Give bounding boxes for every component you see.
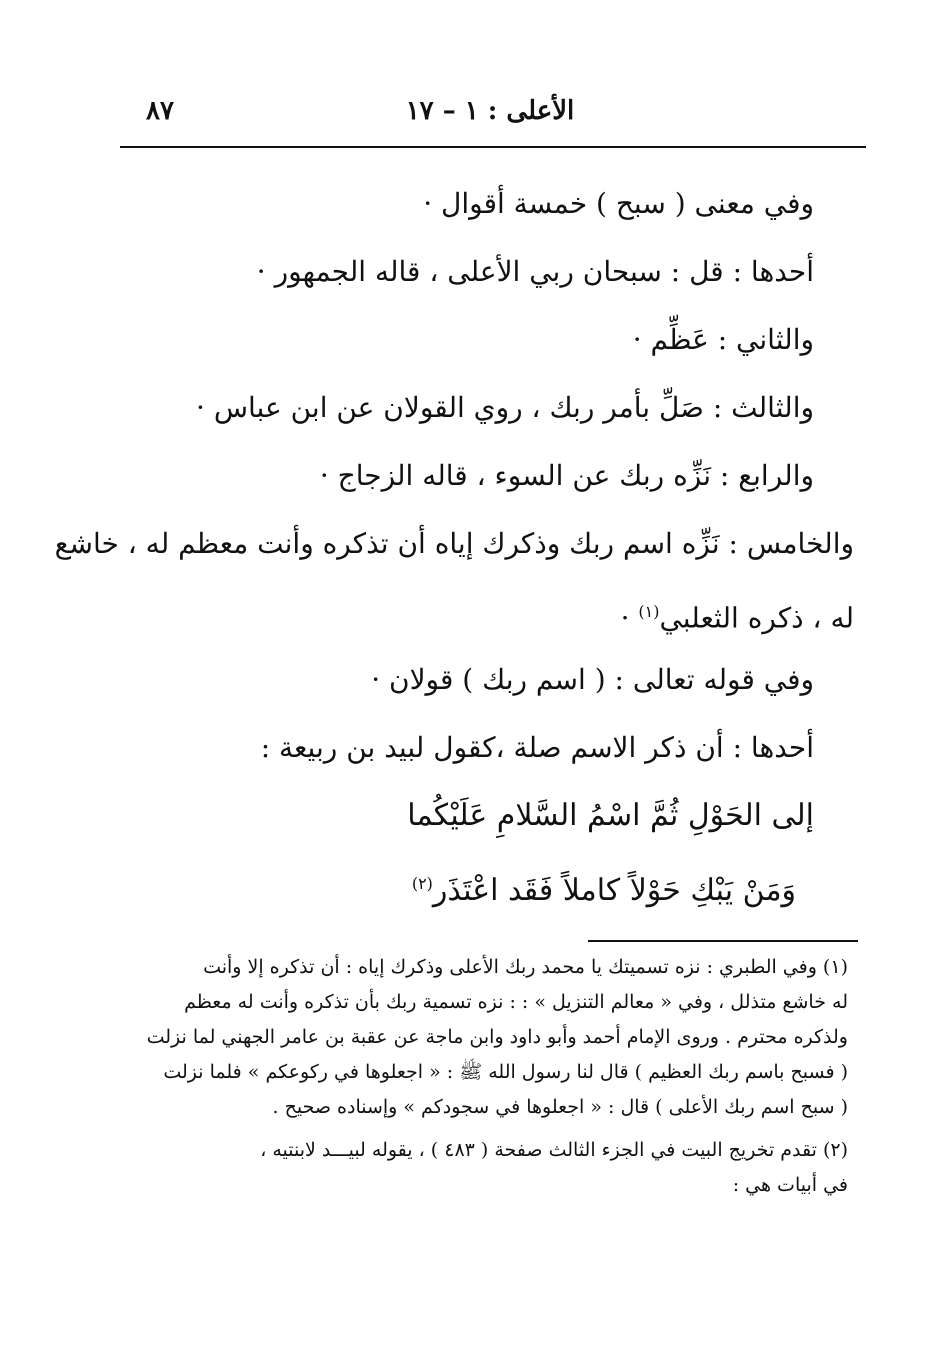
main-text: [54, 176, 854, 924]
footnote-rule: [588, 940, 858, 942]
verse-text: وَمَنْ يَبْكِ حَوْلاً كاملاً فَقَد اعْتَذَر: [432, 873, 796, 908]
page-header: [120, 96, 860, 140]
text-segment: ·: [620, 601, 639, 635]
text-line: والخامس : نَزِّه اسم ربك وذكرك إياه أن تذكره وأنت معظم له ، خاشع: [54, 527, 854, 560]
text-line: والثاني : عَظِّم ·: [632, 323, 814, 356]
footnote-line: في أبيات هي :: [732, 1174, 848, 1196]
page-number: ٨٧: [146, 96, 174, 126]
text-line: والثالث : صَلِّ بأمر ربك ، روي القولان عن ابن عباس ·: [196, 391, 814, 424]
text-segment: له ، ذكره الثعلبي: [659, 601, 854, 635]
footnote-line: له خاشع متذلل ، وفي « معالم التنزيل » : : نزه تسمية ربك بأن تذكره وأنت له معظم: [184, 991, 848, 1013]
footnote-line: ولذكره محترم . وروى الإمام أحمد وأبو داود وابن ماجة عن عقبة بن عامر الجهني لما نزلت: [146, 1026, 848, 1048]
footnote-line: (١) وفي الطبري : نزه تسميتك يا محمد ربك الأعلى وذكرك إياه : أن تذكره إلا وأنت: [203, 956, 848, 978]
poem-verse-2: [140, 856, 796, 924]
text-line: أحدها : أن ذكر الاسم صلة ،كقول لبيد بن ربيعة :: [260, 731, 814, 764]
text-line: والرابع : نَزِّه ربك عن السوء ، قاله الزجاج ·: [319, 459, 814, 492]
poem-verse-1: إلى الحَوْلِ ثُمَّ اسْمُ السَّلامِ عَلَيْكُما: [407, 798, 814, 833]
footnote-ref-2: (٢): [411, 874, 433, 893]
footnotes: [110, 950, 848, 1203]
text-line: وفي قوله تعالى : ( اسم ربك ) قولان ·: [371, 663, 814, 696]
text-line-with-note: [140, 584, 854, 652]
text-line: وفي معنى ( سبح ) خمسة أقوال ·: [423, 187, 814, 220]
footnote-line: (٢) تقدم تخريج البيت في الجزء الثالث صفحة ( ٤٨٣ ) ، يقوله لبيـــد لابنتيه ،: [260, 1139, 848, 1161]
running-title: الأعلى : ١ – ١٧: [405, 96, 575, 126]
header-rule: [120, 146, 866, 148]
footnote-line: ( سبح اسم ربك الأعلى ) قال : « اجعلوها في سجودكم » وإسناده صحيح .: [272, 1096, 848, 1118]
text-line: أحدها : قل : سبحان ربي الأعلى ، قاله الجمهور ·: [256, 255, 814, 288]
footnote-ref-1: (١): [638, 602, 660, 621]
footnote-line: ( فسبح باسم ربك العظيم ) قال لنا رسول الله ﷺ : « اجعلوها في ركوعكم » فلما نزلت: [163, 1061, 848, 1083]
